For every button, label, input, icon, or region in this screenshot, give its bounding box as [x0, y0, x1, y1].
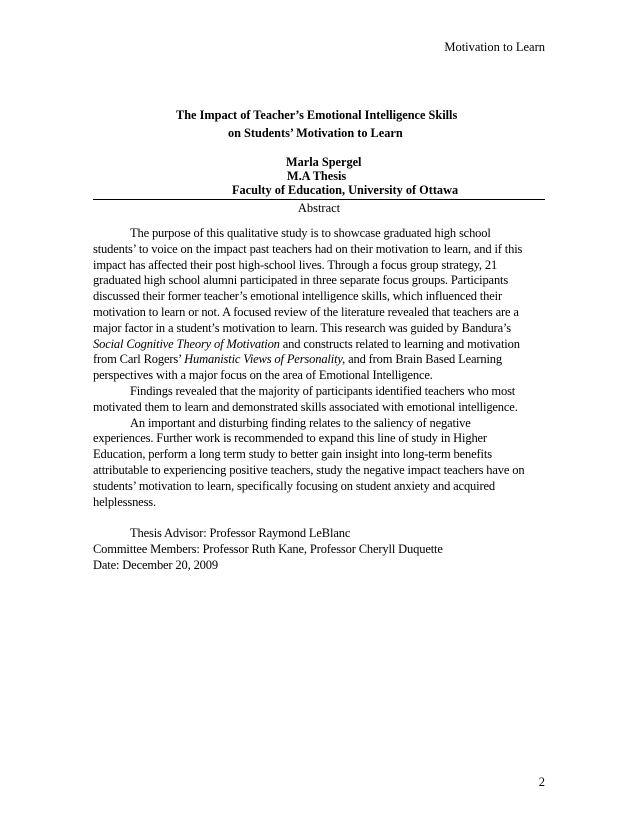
running-head: Motivation to Learn — [444, 40, 545, 54]
abstract-heading: Abstract — [297, 201, 341, 215]
date: Date: December 20, 2009 — [93, 557, 218, 572]
text-line: discussed their former teacher’s emotional intelligence skills, which influenced their — [93, 289, 502, 304]
text-span: and constructs related to learning and motivation — [279, 336, 520, 351]
text-line: impact has affected their post high-school lives. Through a focus group strategy, 21 — [93, 257, 498, 272]
italic-work-title: Social Cognitive Theory of Motivation — [93, 336, 280, 351]
affiliation: Faculty of Education, University of Ottawa — [232, 183, 459, 197]
text-line: students’ motivation to learn, specifically focusing on student anxiety and acquired — [93, 478, 495, 493]
italic-work-title: Humanistic Views of Personality, — [184, 352, 346, 367]
title-line-2: on Students’ Motivation to Learn — [228, 126, 403, 140]
text-line: motivation to learn or not. A focused review of the literature revealed that teachers are a — [93, 304, 519, 319]
text-line: graduated high school alumni participated in three separate focus groups. Participants — [93, 273, 509, 288]
text-line — [93, 337, 545, 353]
text-line: attributable to experiencing positive teachers, study the negative impact teachers have on — [93, 462, 525, 477]
horizontal-rule — [93, 199, 545, 200]
author-name: Marla Spergel — [286, 155, 362, 169]
abstract-paragraph-3 — [93, 416, 545, 511]
text-span: from Carl Rogers’ — [93, 352, 185, 367]
abstract-paragraph-2 — [93, 384, 545, 416]
blank-line — [93, 510, 545, 526]
text-span: and from Brain Based Learning — [345, 352, 503, 367]
text-line: motivated them to learn and demonstrated skills associated with emotional intelligence. — [93, 399, 518, 414]
text-line: Education, perform a long term study to better gain insight into long-term benefits — [93, 447, 492, 462]
thesis-advisor: Thesis Advisor: Professor Raymond LeBlanc — [130, 526, 351, 541]
committee-members: Committee Members: Professor Ruth Kane, Professor Cheryll Duquette — [93, 541, 443, 556]
text-line: experiences. Further work is recommended to expand this line of study in Higher — [93, 431, 487, 446]
abstract-paragraph-1 — [93, 226, 545, 384]
thesis-title — [93, 106, 545, 142]
author-block — [93, 155, 545, 197]
text-line: helplessness. — [93, 494, 156, 509]
degree: M.A Thesis — [287, 169, 347, 183]
text-line: Findings revealed that the majority of participants identified teachers who most — [130, 383, 516, 398]
title-line-1: The Impact of Teacher’s Emotional Intelligence Skills — [176, 108, 458, 122]
abstract-body — [93, 226, 545, 574]
text-line: major factor in a student’s motivation to learn. This research was guided by Bandura’s — [93, 320, 512, 335]
text-line: The purpose of this qualitative study is to showcase graduated high school — [130, 226, 491, 240]
text-line — [93, 352, 545, 368]
page-number: 2 — [538, 775, 545, 789]
text-line: perspectives with a major focus on the area of Emotional Intelligence. — [93, 368, 433, 383]
text-line: students’ to voice on the impact past teachers had on their motivation to learn, and if this — [93, 241, 523, 256]
text-line: An important and disturbing finding relates to the saliency of negative — [130, 415, 471, 430]
